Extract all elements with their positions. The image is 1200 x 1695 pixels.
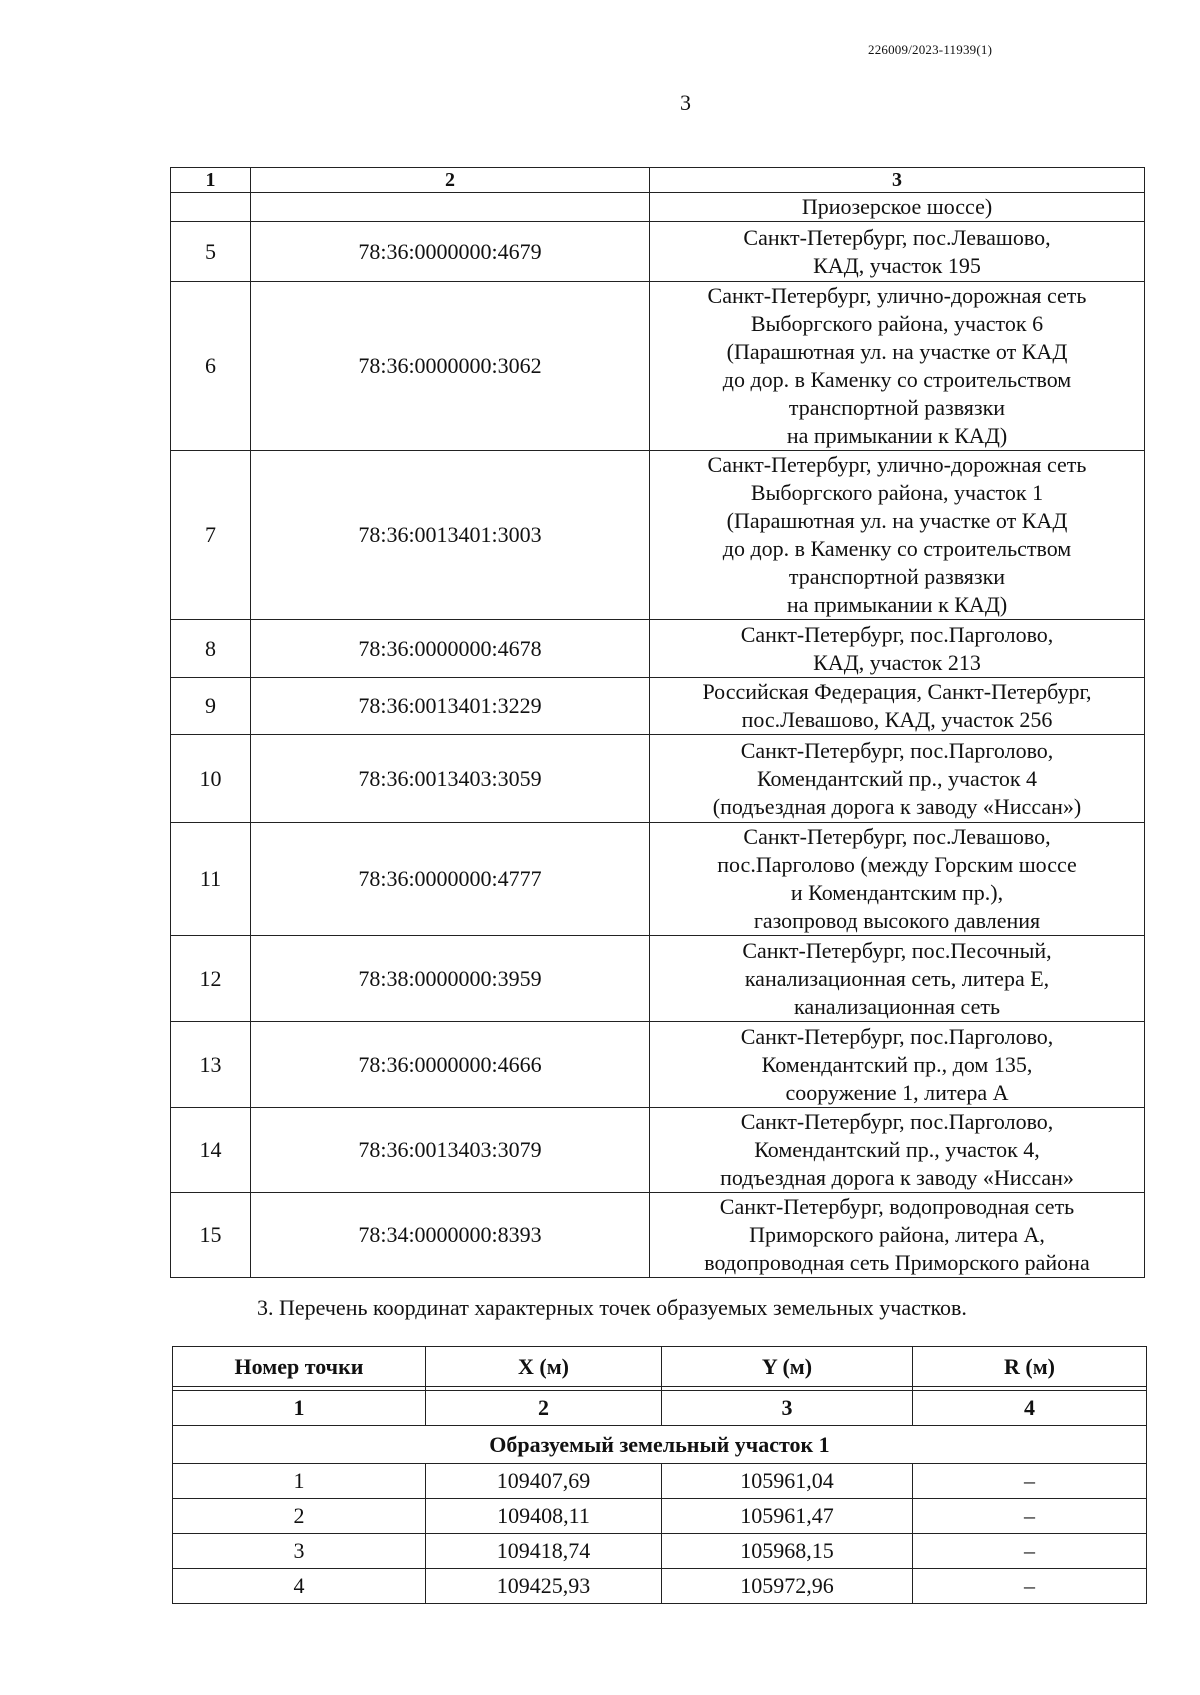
y-coordinate: 105972,96 <box>662 1569 913 1604</box>
column-number-2: 2 <box>426 1391 662 1426</box>
row-number: 7 <box>171 451 251 620</box>
table-row <box>171 193 1145 222</box>
table-row <box>171 1022 1145 1108</box>
row-number: 6 <box>171 282 251 451</box>
plot-address: Санкт-Петербург, водопроводная сеть Приморского района, литера А, водопроводная сеть Приморского района <box>650 1193 1145 1278</box>
cadastral-number: 78:36:0013401:3003 <box>251 451 650 620</box>
page-number: 3 <box>680 90 691 115</box>
row-number: 9 <box>171 678 251 735</box>
document-number: 226009/2023-11939(1) <box>868 42 993 57</box>
column-numbers-row <box>173 1391 1147 1426</box>
table-row <box>171 735 1145 823</box>
point-number: 2 <box>173 1499 426 1534</box>
table-row <box>173 1534 1147 1569</box>
plot-address: Санкт-Петербург, улично-дорожная сеть Выборгского района, участок 6 (Парашютная ул. на участке от КАД до дор. в Каменку со строительством транспортной развязки на примыкании к КАД) <box>650 282 1145 451</box>
cadastral-number: 78:36:0000000:3062 <box>251 282 650 451</box>
point-number: 4 <box>173 1569 426 1604</box>
radius: – <box>913 1499 1147 1534</box>
cadastral-number: 78:36:0000000:4679 <box>251 222 650 282</box>
plot-address: Санкт-Петербург, пос.Парголово, КАД, участок 213 <box>650 620 1145 678</box>
plot-address: Санкт-Петербург, пос.Левашово, пос.Парголово (между Горским шоссе и Комендантским пр.), газопровод высокого давления <box>650 823 1145 936</box>
table-header-row <box>171 168 1145 193</box>
row-number <box>171 193 251 222</box>
column-number-2: 2 <box>251 168 650 193</box>
cadastral-number: 78:36:0000000:4777 <box>251 823 650 936</box>
group-title: Образуемый земельный участок 1 <box>173 1426 1147 1464</box>
header-r: R (м) <box>913 1347 1147 1387</box>
table-row <box>173 1499 1147 1534</box>
table-row <box>173 1464 1147 1499</box>
point-number: 1 <box>173 1464 426 1499</box>
x-coordinate: 109425,93 <box>426 1569 662 1604</box>
group-title-row <box>173 1426 1147 1464</box>
row-number: 13 <box>171 1022 251 1108</box>
row-number: 10 <box>171 735 251 823</box>
cadastral-number: 78:36:0000000:4666 <box>251 1022 650 1108</box>
plot-address: Санкт-Петербург, пос.Парголово, Комендантский пр., участок 4, подъездная дорога к заводу «Ниссан» <box>650 1108 1145 1193</box>
column-number-4: 4 <box>913 1391 1147 1426</box>
table-row <box>171 282 1145 451</box>
plot-address: Российская Федерация, Санкт-Петербург, пос.Левашово, КАД, участок 256 <box>650 678 1145 735</box>
column-number-1: 1 <box>171 168 251 193</box>
x-coordinate: 109407,69 <box>426 1464 662 1499</box>
table-row <box>171 823 1145 936</box>
column-number-3: 3 <box>650 168 1145 193</box>
table-row <box>171 1108 1145 1193</box>
table-row <box>171 222 1145 282</box>
radius: – <box>913 1534 1147 1569</box>
row-number: 11 <box>171 823 251 936</box>
point-number: 3 <box>173 1534 426 1569</box>
y-coordinate: 105961,04 <box>662 1464 913 1499</box>
cadastral-number <box>251 193 650 222</box>
row-number: 14 <box>171 1108 251 1193</box>
cadastral-number: 78:36:0013401:3229 <box>251 678 650 735</box>
y-coordinate: 105961,47 <box>662 1499 913 1534</box>
plot-address: Санкт-Петербург, пос.Левашово, КАД, участок 195 <box>650 222 1145 282</box>
cadastral-number: 78:36:0013403:3079 <box>251 1108 650 1193</box>
section-heading: 3. Перечень координат характерных точек образуемых земельных участков. <box>257 1295 967 1320</box>
table-row <box>171 620 1145 678</box>
table-row <box>171 1193 1145 1278</box>
row-number: 12 <box>171 936 251 1022</box>
x-coordinate: 109418,74 <box>426 1534 662 1569</box>
cadastral-number: 78:36:0000000:4678 <box>251 620 650 678</box>
table-row <box>173 1569 1147 1604</box>
plot-address: Санкт-Петербург, пос.Песочный, канализационная сеть, литера Е, канализационная сеть <box>650 936 1145 1022</box>
header-y: Y (м) <box>662 1347 913 1387</box>
radius: – <box>913 1464 1147 1499</box>
table-row <box>171 678 1145 735</box>
table-row <box>171 451 1145 620</box>
column-number-3: 3 <box>662 1391 913 1426</box>
header-x: X (м) <box>426 1347 662 1387</box>
column-number-1: 1 <box>173 1391 426 1426</box>
coordinates-table <box>172 1346 1147 1604</box>
cadastral-number: 78:34:0000000:8393 <box>251 1193 650 1278</box>
plot-address: Санкт-Петербург, пос.Парголово, Комендантский пр., дом 135, сооружение 1, литера А <box>650 1022 1145 1108</box>
coordinates-header-row <box>173 1347 1147 1387</box>
land-plots-table <box>170 167 1145 1278</box>
cadastral-number: 78:38:0000000:3959 <box>251 936 650 1022</box>
plot-address: Санкт-Петербург, улично-дорожная сеть Выборгского района, участок 1 (Парашютная ул. на участке от КАД до дор. в Каменку со строительством транспортной развязки на примыкании к КАД) <box>650 451 1145 620</box>
row-number: 15 <box>171 1193 251 1278</box>
y-coordinate: 105968,15 <box>662 1534 913 1569</box>
plot-address: Приозерское шоссе) <box>650 193 1145 222</box>
plot-address: Санкт-Петербург, пос.Парголово, Комендантский пр., участок 4 (подъездная дорога к заводу «Ниссан») <box>650 735 1145 823</box>
x-coordinate: 109408,11 <box>426 1499 662 1534</box>
row-number: 5 <box>171 222 251 282</box>
row-number: 8 <box>171 620 251 678</box>
table-row <box>171 936 1145 1022</box>
header-point-number: Номер точки <box>173 1347 426 1387</box>
cadastral-number: 78:36:0013403:3059 <box>251 735 650 823</box>
radius: – <box>913 1569 1147 1604</box>
